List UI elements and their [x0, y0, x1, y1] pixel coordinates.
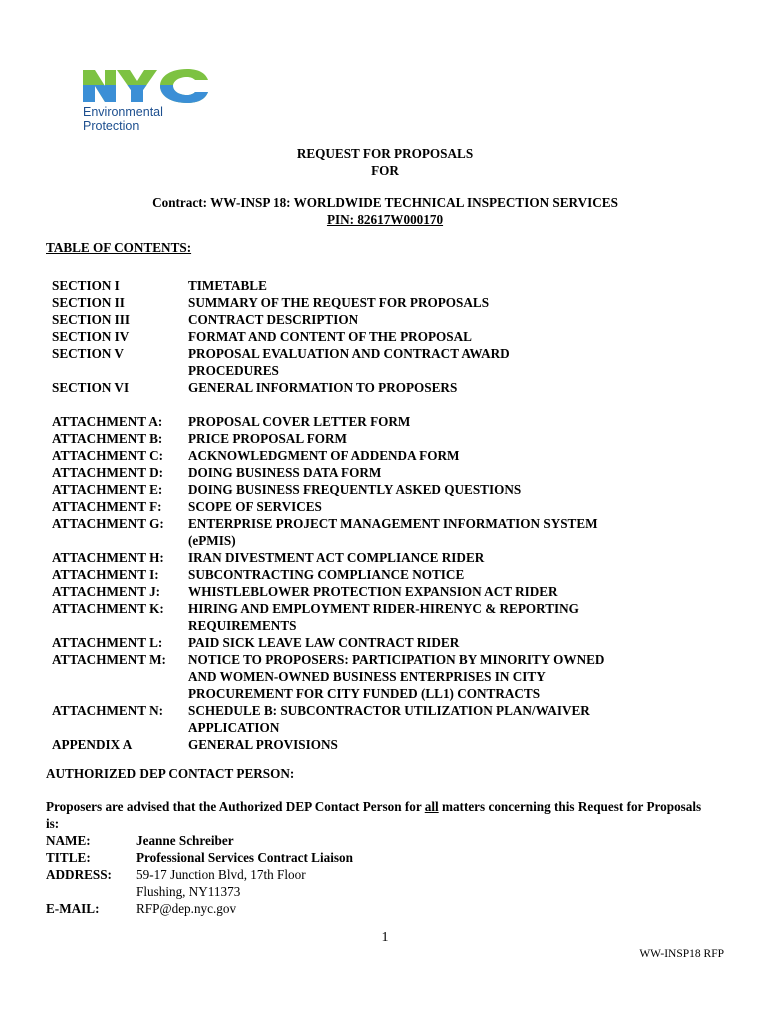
toc-row [52, 345, 638, 379]
nyc-dep-logo [83, 68, 213, 132]
toc-text: PROPOSAL COVER LETTER FORM [188, 414, 411, 429]
toc-text: HIRING AND EMPLOYMENT RIDER-HIRENYC & REPORTING REQUIREMENTS [188, 601, 579, 633]
toc-label: ATTACHMENT L: [52, 635, 163, 650]
toc-list [52, 277, 638, 770]
toc-label: SECTION I [52, 278, 120, 293]
toc-label: SECTION VI [52, 380, 130, 395]
toc-attachments [52, 413, 638, 753]
contact-email[interactable]: RFP@dep.nyc.gov [136, 901, 237, 916]
toc-text: GENERAL INFORMATION TO PROPOSERS [188, 380, 458, 395]
toc-row [52, 294, 638, 311]
toc-label: SECTION V [52, 346, 124, 361]
toc-row [52, 277, 638, 294]
toc-label: ATTACHMENT D: [52, 465, 163, 480]
logo-sub-line2: Protection [83, 119, 140, 133]
toc-row [52, 583, 638, 600]
contact-title: Professional Services Contract Liaison [136, 850, 353, 865]
contact-row [46, 900, 353, 917]
contact-row [46, 832, 353, 849]
toc-text: NOTICE TO PROPOSERS: PARTICIPATION BY MINORITY OWNED AND WOMEN-OWNED BUSINESS ENTERPRISES IN CITY PROCUREMENT FOR CITY FUNDED (LL1) CONTRACTS [188, 652, 605, 701]
toc-row [52, 651, 638, 702]
toc-text: GENERAL PROVISIONS [188, 737, 338, 752]
pin-wrap [0, 212, 770, 228]
toc-sections [52, 277, 638, 396]
toc-label: ATTACHMENT N: [52, 703, 163, 718]
address-label-spacer [46, 883, 136, 900]
contract-title: Contract: WW-INSP 18: WORLDWIDE TECHNICAL INSPECTION SERVICES [152, 195, 618, 210]
toc-label: ATTACHMENT I: [52, 567, 159, 582]
toc-text: PRICE PROPOSAL FORM [188, 431, 347, 446]
toc-row [52, 549, 638, 566]
toc-row [52, 481, 638, 498]
toc-row [52, 447, 638, 464]
toc-label: APPENDIX A [52, 737, 133, 752]
toc-label: SECTION II [52, 295, 125, 310]
contact-address-line2: Flushing, NY11373 [136, 884, 241, 899]
toc-label: ATTACHMENT F: [52, 499, 162, 514]
toc-text: WHISTLEBLOWER PROTECTION EXPANSION ACT RIDER [188, 584, 558, 599]
toc-row [52, 634, 638, 651]
toc-text: DOING BUSINESS FREQUENTLY ASKED QUESTIONS [188, 482, 522, 497]
toc-label: ATTACHMENT C: [52, 448, 163, 463]
contact-advisory [46, 798, 706, 832]
name-label: NAME: [46, 833, 91, 848]
toc-label: SECTION III [52, 312, 131, 327]
toc-label: ATTACHMENT A: [52, 414, 163, 429]
email-label: E-MAIL: [46, 901, 100, 916]
toc-heading: TABLE OF CONTENTS: [46, 240, 192, 255]
toc-row [52, 498, 638, 515]
toc-row [52, 736, 638, 753]
contract-pin: PIN: 82617W000170 [326, 212, 444, 227]
nyc-logo-icon [83, 68, 213, 104]
toc-label: SECTION IV [52, 329, 130, 344]
toc-text: SUMMARY OF THE REQUEST FOR PROPOSALS [188, 295, 490, 310]
toc-text: SCHEDULE B: SUBCONTRACTOR UTILIZATION PLAN/WAIVER APPLICATION [188, 703, 590, 735]
toc-text: SCOPE OF SERVICES [188, 499, 322, 514]
toc-row [52, 600, 638, 634]
logo-sub-line1: Environmental [83, 105, 163, 119]
title-line1: REQUEST FOR PROPOSALS [296, 146, 474, 161]
toc-row [52, 464, 638, 481]
toc-text: CONTRACT DESCRIPTION [188, 312, 359, 327]
page-number: 1 [381, 930, 389, 945]
toc-row [52, 702, 638, 736]
toc-text: PROPOSAL EVALUATION AND CONTRACT AWARD PROCEDURES [188, 346, 510, 378]
toc-label: ATTACHMENT H: [52, 550, 164, 565]
toc-row [52, 515, 638, 549]
toc-text: SUBCONTRACTING COMPLIANCE NOTICE [188, 567, 465, 582]
toc-label: ATTACHMENT G: [52, 516, 164, 531]
logo-subtitle [83, 105, 163, 133]
title-label: TITLE: [46, 850, 91, 865]
toc-text: DOING BUSINESS DATA FORM [188, 465, 382, 480]
contact-row [46, 849, 353, 866]
toc-text: ENTERPRISE PROJECT MANAGEMENT INFORMATION SYSTEM (ePMIS) [188, 516, 598, 548]
contact-row [46, 866, 353, 883]
advise-all: all [424, 799, 439, 814]
toc-label: ATTACHMENT M: [52, 652, 166, 667]
contact-heading: AUTHORIZED DEP CONTACT PERSON: [46, 766, 295, 781]
toc-text: PAID SICK LEAVE LAW CONTRACT RIDER [188, 635, 460, 650]
footer-doc-id: WW-INSP18 RFP [639, 948, 724, 960]
contact-address-line1: 59-17 Junction Blvd, 17th Floor [136, 867, 306, 882]
toc-row [52, 328, 638, 345]
toc-text: IRAN DIVESTMENT ACT COMPLIANCE RIDER [188, 550, 485, 565]
toc-label: ATTACHMENT E: [52, 482, 163, 497]
contact-name: Jeanne Schreiber [136, 833, 234, 848]
address-label: ADDRESS: [46, 867, 112, 882]
toc-label: ATTACHMENT J: [52, 584, 161, 599]
advise-pre: Proposers are advised that the Authorized DEP Contact Person for [46, 799, 425, 814]
toc-text: FORMAT AND CONTENT OF THE PROPOSAL [188, 329, 472, 344]
toc-text: TIMETABLE [188, 278, 267, 293]
toc-row [52, 566, 638, 583]
toc-row [52, 430, 638, 447]
toc-label: ATTACHMENT K: [52, 601, 164, 616]
contact-row [46, 883, 353, 900]
advise-post: matters concerning this Request for Proposals is: [46, 799, 702, 831]
toc-label: ATTACHMENT B: [52, 431, 163, 446]
toc-row [52, 413, 638, 430]
contact-details [46, 832, 353, 917]
toc-row [52, 311, 638, 328]
title-line2: FOR [371, 163, 399, 178]
toc-text: ACKNOWLEDGMENT OF ADDENDA FORM [188, 448, 460, 463]
toc-row [52, 379, 638, 396]
